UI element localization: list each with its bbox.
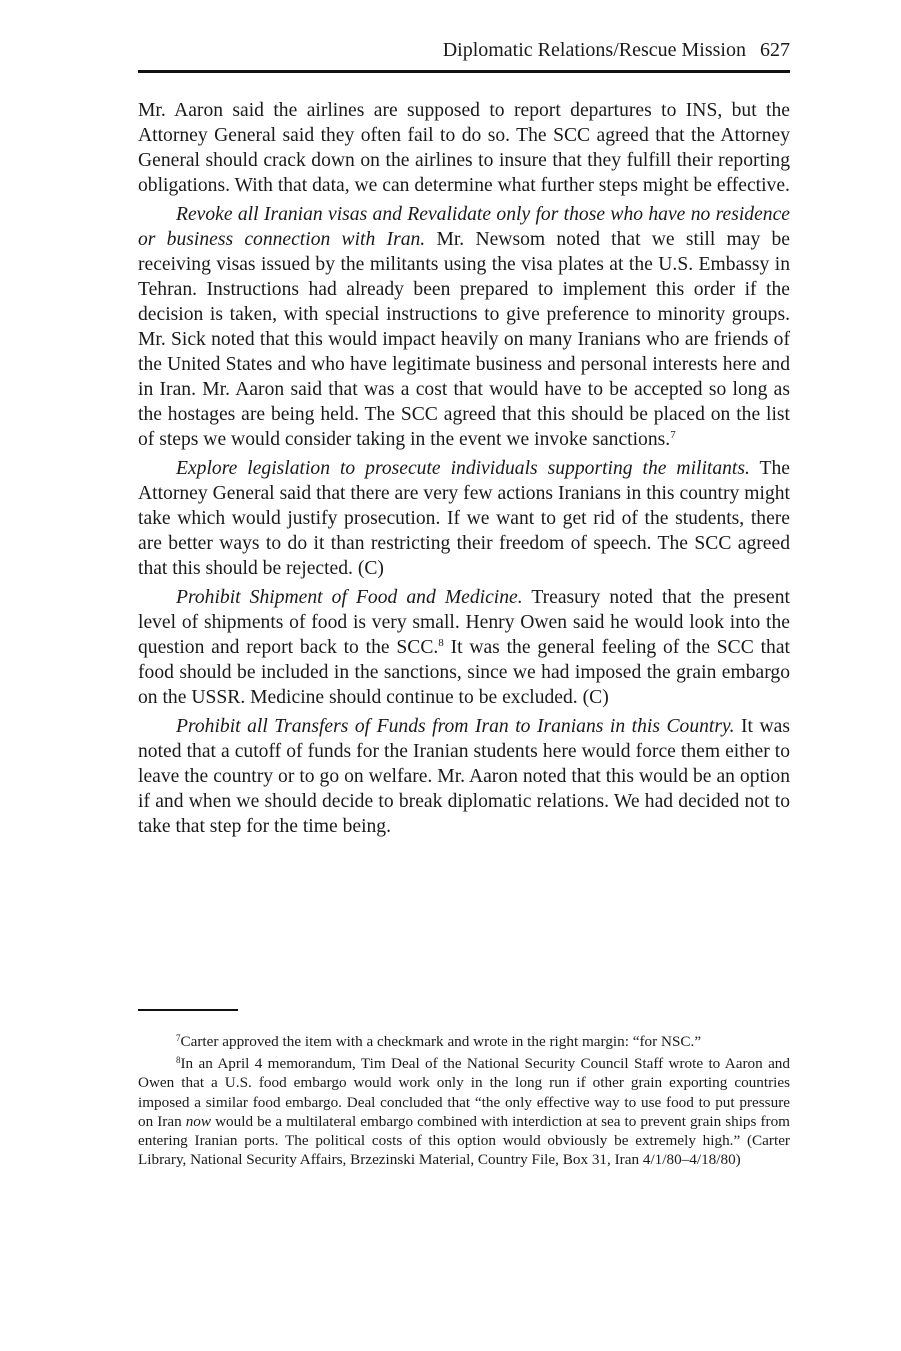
footnote-text: would be a multilateral embargo combined with interdiction at sea to prevent grain ships from entering Iranian ports. The political costs of this option would obviously be extremely high.” (Carter Library, National Security Affairs, Brzezinski Material, Country File, Box 31, Iran 4/1/80–4/18/80) (138, 1112, 790, 1169)
footnote-7 (138, 1032, 790, 1051)
paragraph-text: It was noted that a cutoff of funds for the Iranian students here would force them either to leave the country or to go on welfare. Mr. Aaron noted that this would be an option if and when we should decide to break diplomatic relations. We had decided not to take that step for the time being. (138, 716, 790, 837)
footnote-mark: 8 (176, 1055, 181, 1066)
item-heading: Revoke all Iranian visas and Revalidate only for those who have no residence or business connection with Iran. (138, 204, 790, 250)
running-title: Diplomatic Relations/Rescue Mission (442, 39, 746, 61)
footnote-8 (138, 1054, 790, 1169)
footnote-emphasis: now (185, 1112, 212, 1130)
paragraph (138, 202, 790, 452)
item-heading: Explore legislation to prosecute individuals supporting the militants. (176, 458, 750, 479)
paragraph-text: The Attorney General said that there are very few actions Iranians in this country might take which would justify prosecution. If we want to get rid of the students, there are better ways to do it than restricting their freedom of speech. The SCC agreed that this should be rejected. (C) (138, 458, 790, 579)
footnotes (138, 1032, 790, 1172)
page-number: 627 (760, 39, 790, 61)
paragraph-text: Mr. Aaron said the airlines are supposed to report departures to INS, but the Attorney General said they often fail to do so. The SCC agreed that the Attorney General should crack down on the airlines to insure that they fulfill their reporting obligations. With that data, we can determine what further steps might be effective. (138, 100, 790, 196)
paragraph-text: Treasury noted that the present level of shipments of food is very small. Henry Owen said he would look into the question and report back to the SCC. (138, 587, 790, 658)
paragraph (138, 714, 790, 839)
footnote-ref[interactable]: 8 (438, 637, 444, 649)
footnote-text: In an April 4 memorandum, Tim Deal of the National Security Council Staff wrote to Aaron and Owen that a U.S. food embargo would work only in the long run if other grain exporting countries imposed a similar food embargo. Deal concluded that “the only effective way to use food to put pressure on Iran (138, 1055, 790, 1130)
paragraph-text: It was the general feeling of the SCC that food should be included in the sanctions, since we had imposed the grain embargo on the USSR. Medicine should continue to be excluded. (C) (138, 637, 790, 708)
paragraph (138, 456, 790, 581)
footnote-mark: 7 (176, 1033, 181, 1043)
main-text (138, 98, 790, 843)
running-header (138, 36, 790, 73)
item-heading: Prohibit Shipment of Food and Medicine. (176, 587, 523, 608)
footnote-text: Carter approved the item with a checkmark and wrote in the right margin: “for NSC.” (180, 1033, 702, 1050)
paragraph (138, 98, 790, 198)
footnote-divider (138, 1009, 238, 1011)
paragraph-text: Mr. Newsom noted that we still may be receiving visas issued by the militants using the visa plates at the U.S. Embassy in Tehran. Instructions had already been prepared to implement this order if the decision is taken, with special instructions to give preference to minority groups. Mr. Sick noted that this would impact heavily on many Iranians who are friends of the United States and who have legitimate business and personal interests here and in Iran. Mr. Aaron said that was a cost that would have to be accepted so long as the hostages are being held. The SCC agreed that this should be placed on the list of steps we would consider taking in the event we invoke sanctions. (138, 229, 790, 450)
paragraph (138, 585, 790, 710)
footnote-ref[interactable]: 7 (670, 429, 676, 441)
item-heading: Prohibit all Transfers of Funds from Iran to Iranians in this Country. (176, 716, 735, 737)
